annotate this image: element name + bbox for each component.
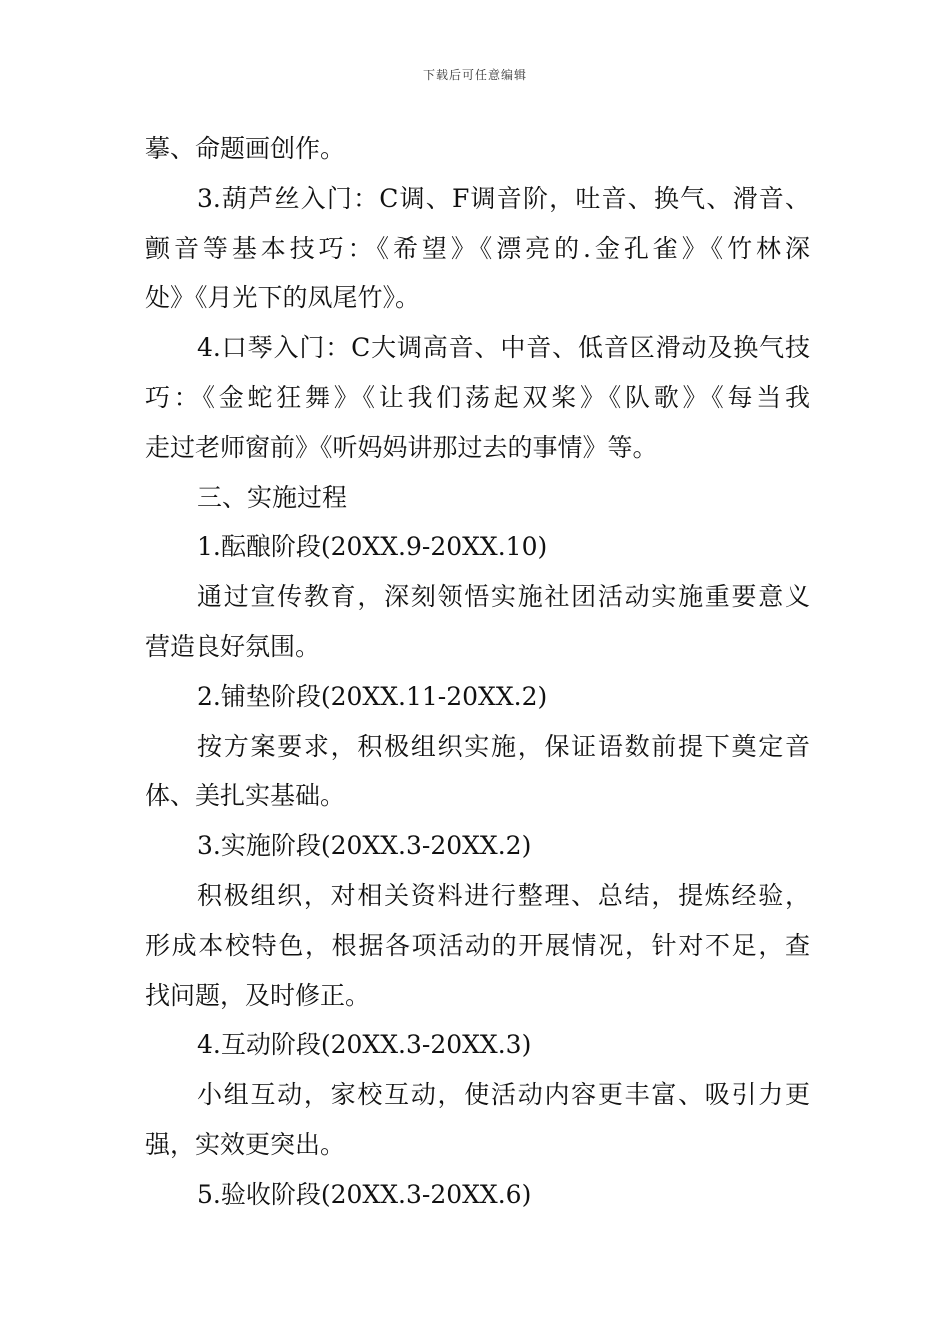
text-line: 体、美扎实基础。 bbox=[145, 781, 346, 811]
text-line: 5.验收阶段(20XX.3-20XX.6) bbox=[197, 1179, 532, 1209]
text-line: 积极组织，对相关资料进行整理、总结，提炼经验， bbox=[197, 880, 810, 910]
text-line: 形成本校特色，根据各项活动的开展情况，针对不足，查 bbox=[145, 930, 810, 960]
text-line: 颤音等基本技巧：《希望》《漂亮的.金孔雀》《竹林深 bbox=[145, 233, 810, 263]
text-line: 巧：《金蛇狂舞》《让我们荡起双桨》《队歌》《每当我 bbox=[145, 382, 810, 412]
text-line: 摹、命题画创作。 bbox=[145, 134, 346, 163]
document-body bbox=[145, 124, 810, 1220]
text-line: 处》《月光下的凤尾竹》。 bbox=[145, 283, 421, 313]
text-line: 走过老师窗前》《听妈妈讲那过去的事情》等。 bbox=[145, 432, 658, 462]
text-line: 4.互动阶段(20XX.3-20XX.3) bbox=[197, 1030, 532, 1060]
text-line: 小组互动，家校互动，使活动内容更丰富、吸引力更 bbox=[197, 1080, 810, 1110]
text-line: 4.口琴入门：C大调高音、中音、低音区滑动及换气技 bbox=[197, 333, 810, 363]
text-line: 通过宣传教育，深刻领悟实施社团活动实施重要意义 bbox=[197, 582, 810, 612]
text-line: 3.实施阶段(20XX.3-20XX.2) bbox=[197, 831, 532, 861]
text-line: 1.酝酿阶段(20XX.9-20XX.10) bbox=[197, 532, 548, 562]
text-line: 找问题，及时修正。 bbox=[145, 980, 371, 1010]
text-line: 营造良好氛围。 bbox=[145, 631, 321, 661]
text-line: 2.铺垫阶段(20XX.11-20XX.2) bbox=[197, 681, 548, 711]
page-header: 下载后可任意编辑 bbox=[422, 68, 527, 82]
text-line: 三、实施过程 bbox=[197, 482, 348, 512]
text-line: 3.葫芦丝入门：C调、F调音阶，吐音、换气、滑音、 bbox=[197, 183, 810, 213]
text-line: 强，实效更突出。 bbox=[145, 1129, 346, 1159]
text-line: 按方案要求，积极组织实施，保证语数前提下奠定音 bbox=[197, 731, 810, 761]
